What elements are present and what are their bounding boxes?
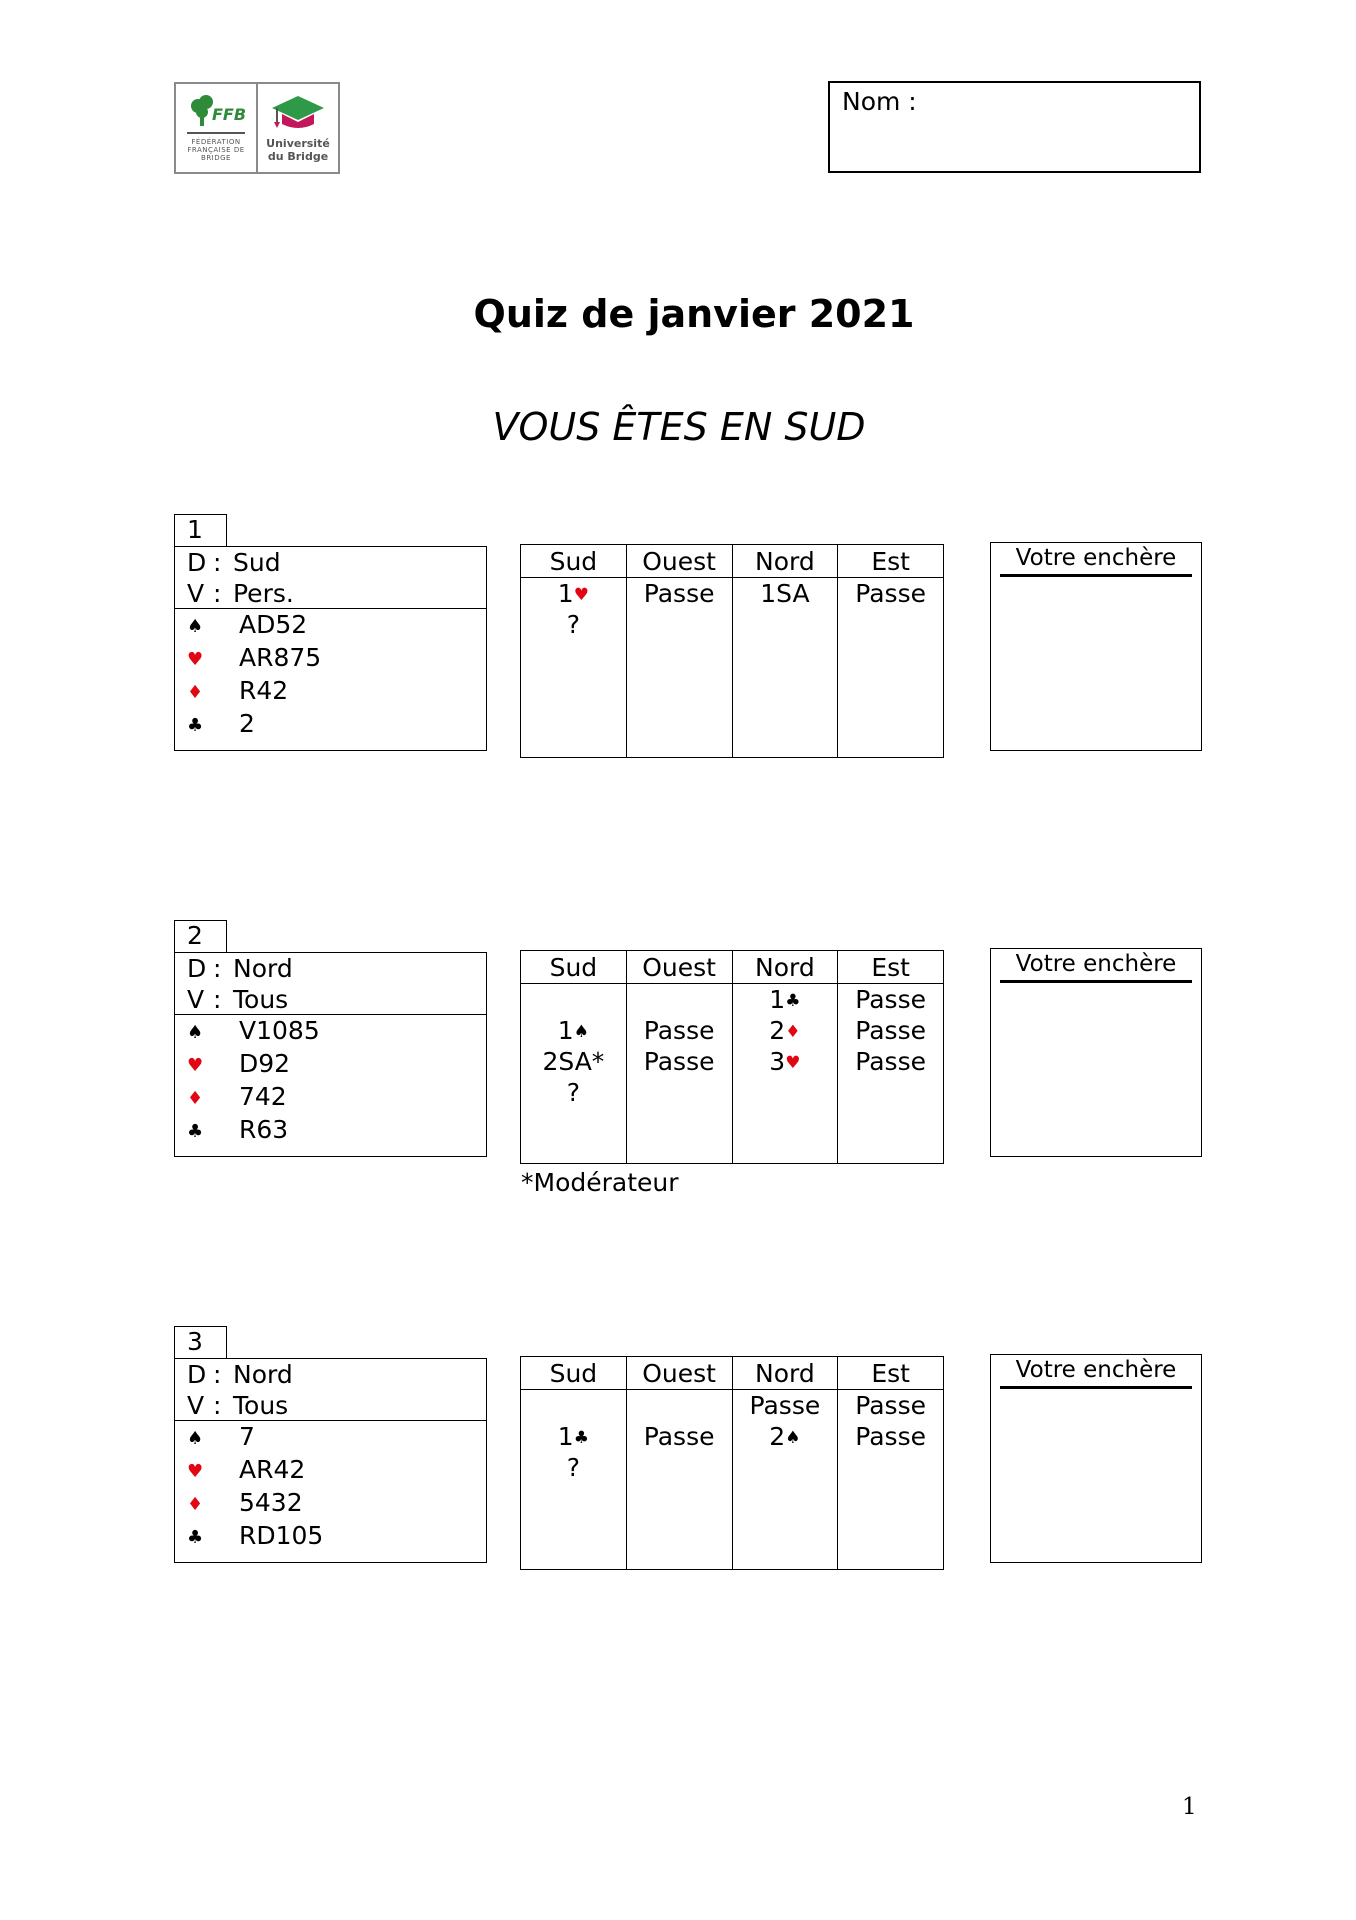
- vuln-value: Pers.: [233, 579, 294, 608]
- bid-cell: Passe: [855, 985, 926, 1014]
- bid-cell: [627, 984, 732, 1015]
- bid-cell: [521, 1015, 626, 1046]
- bid-column-nord: [732, 545, 838, 757]
- spade-icon: ♠: [187, 1428, 204, 1449]
- clover-tree-icon: [184, 94, 248, 130]
- bid-column-est: [837, 1357, 943, 1569]
- bid-level: 3: [769, 1047, 786, 1076]
- answer-box[interactable]: [990, 542, 1202, 751]
- answer-box[interactable]: [990, 948, 1202, 1157]
- dealer-value: Nord: [233, 1360, 293, 1389]
- bidding-table: [520, 1356, 944, 1570]
- spades-cards: V1085: [239, 1016, 320, 1045]
- vulnerability-line: [187, 1390, 486, 1421]
- bid-header-sud: Sud: [521, 545, 626, 578]
- separator: :: [213, 1360, 222, 1389]
- diamonds-cards: R42: [239, 676, 289, 705]
- bid-cell: Passe: [855, 579, 926, 608]
- vuln-value: Tous: [233, 985, 289, 1014]
- answer-label: Votre enchère: [1000, 949, 1192, 983]
- bid-cell: Passe: [855, 1422, 926, 1451]
- dealer-label: D: [187, 548, 207, 577]
- club-icon: ♣: [187, 1527, 204, 1548]
- bid-header-nord: Nord: [733, 951, 838, 984]
- problem-2: [0, 920, 1356, 1220]
- separator: :: [213, 985, 222, 1014]
- vuln-value: Tous: [233, 1391, 289, 1420]
- bid-cell: [521, 578, 626, 609]
- bid-header-nord: Nord: [733, 1357, 838, 1390]
- spade-icon: ♠: [187, 616, 204, 637]
- bid-level: 1: [557, 1016, 574, 1045]
- hearts-row: [187, 1454, 486, 1487]
- bid-cell: ?: [566, 610, 581, 639]
- answer-box[interactable]: [990, 1354, 1202, 1563]
- problem-number: 1: [174, 514, 227, 546]
- bid-cell: Passe: [643, 1047, 715, 1076]
- bid-column-est: [837, 951, 943, 1163]
- answer-label: Votre enchère: [1000, 543, 1192, 577]
- bid-level: 1: [557, 579, 574, 608]
- dealer-line: [187, 953, 486, 984]
- ffb-text: FFB: [212, 105, 247, 124]
- clubs-row: [187, 1520, 486, 1553]
- hearts-row: [187, 1048, 486, 1081]
- bid-cell: Passe: [643, 1016, 715, 1045]
- club-icon: ♣: [785, 991, 801, 1011]
- bid-cell: [733, 984, 838, 1015]
- bid-header-sud: Sud: [521, 951, 626, 984]
- footnote: *Modérateur: [521, 1168, 679, 1197]
- problem-number: 3: [174, 1326, 227, 1358]
- dealer-line: [187, 547, 486, 578]
- spades-row: [187, 609, 486, 642]
- spade-icon: ♠: [573, 1022, 589, 1042]
- bid-header-ouest: Ouest: [627, 1357, 732, 1390]
- separator: :: [213, 548, 222, 577]
- logo-divider: [187, 132, 245, 134]
- diamond-icon: ♦: [187, 682, 204, 703]
- ub-logo-right: [256, 84, 338, 172]
- problem-3: [0, 1326, 1356, 1626]
- bid-cell: 2SA*: [542, 1047, 605, 1076]
- bid-cell: 1SA: [760, 579, 810, 608]
- heart-icon: ♥: [187, 649, 204, 670]
- bid-header-est: Est: [838, 545, 943, 578]
- hand-body: [175, 609, 486, 741]
- dealer-value: Sud: [233, 548, 281, 577]
- hand-body: [175, 1421, 486, 1553]
- diamonds-row: [187, 675, 486, 708]
- heart-icon: ♥: [573, 585, 589, 605]
- diamond-icon: ♦: [785, 1022, 801, 1042]
- bid-cell: [521, 1421, 626, 1452]
- bid-column-sud: [521, 1357, 626, 1569]
- hearts-cards: AR875: [239, 643, 322, 672]
- bidding-table: [520, 544, 944, 758]
- bid-cell: Passe: [855, 1047, 926, 1076]
- club-icon: ♣: [573, 1428, 589, 1448]
- bid-cell: [733, 1421, 838, 1452]
- hand-header: [175, 1359, 486, 1421]
- name-label: Nom :: [842, 87, 917, 116]
- bidding-table: [520, 950, 944, 1164]
- bid-level: 2: [769, 1016, 786, 1045]
- spades-cards: 7: [239, 1422, 255, 1451]
- spades-row: [187, 1015, 486, 1048]
- bid-column-sud: [521, 951, 626, 1163]
- clubs-row: [187, 1114, 486, 1147]
- club-icon: ♣: [187, 1121, 204, 1142]
- spade-icon: ♠: [187, 1022, 204, 1043]
- hand-body: [175, 1015, 486, 1147]
- page-subtitle: VOUS ÊTES EN SUD: [492, 405, 866, 449]
- bid-cell: [733, 1046, 838, 1077]
- hand-header: [175, 953, 486, 1015]
- bid-header-est: Est: [838, 1357, 943, 1390]
- diamond-icon: ♦: [187, 1088, 204, 1109]
- heart-icon: ♥: [187, 1461, 204, 1482]
- name-field[interactable]: [828, 81, 1201, 173]
- bid-cell: Passe: [749, 1391, 821, 1420]
- ffb-logo-left: [176, 84, 256, 172]
- bid-column-nord: [732, 951, 838, 1163]
- vuln-label: V: [187, 985, 205, 1014]
- bid-level: 1: [769, 985, 786, 1014]
- heart-icon: ♥: [785, 1053, 801, 1073]
- bid-cell: ?: [566, 1078, 581, 1107]
- bid-cell: Passe: [855, 1391, 926, 1420]
- bid-cell: [521, 1390, 626, 1421]
- vulnerability-line: [187, 578, 486, 609]
- bid-header-nord: Nord: [733, 545, 838, 578]
- clubs-cards: R63: [239, 1115, 289, 1144]
- separator: :: [213, 579, 222, 608]
- bid-cell: Passe: [643, 1422, 715, 1451]
- clubs-cards: 2: [239, 709, 255, 738]
- bid-column-est: [837, 545, 943, 757]
- dealer-value: Nord: [233, 954, 293, 983]
- bid-column-ouest: [626, 545, 732, 757]
- hand-box: [174, 1358, 487, 1563]
- problem-1: [0, 514, 1356, 814]
- separator: :: [213, 954, 222, 983]
- vulnerability-line: [187, 984, 486, 1015]
- clubs-cards: RD105: [239, 1521, 324, 1550]
- diamonds-cards: 742: [239, 1082, 287, 1111]
- diamonds-row: [187, 1081, 486, 1114]
- page-number: 1: [1182, 1794, 1197, 1820]
- separator: :: [213, 1391, 222, 1420]
- bid-cell: Passe: [643, 579, 715, 608]
- bid-column-ouest: [626, 1357, 732, 1569]
- bid-cell: ?: [566, 1453, 581, 1482]
- bid-cell: [627, 1390, 732, 1421]
- bid-header-ouest: Ouest: [627, 951, 732, 984]
- clubs-row: [187, 708, 486, 741]
- dealer-label: D: [187, 954, 207, 983]
- vuln-label: V: [187, 1391, 205, 1420]
- problem-number: 2: [174, 920, 227, 952]
- club-icon: ♣: [187, 715, 204, 736]
- answer-label: Votre enchère: [1000, 1355, 1192, 1389]
- page-title: Quiz de janvier 2021: [473, 292, 915, 336]
- bid-level: 2: [769, 1422, 786, 1451]
- spade-icon: ♠: [785, 1428, 801, 1448]
- bid-header-ouest: Ouest: [627, 545, 732, 578]
- bid-column-nord: [732, 1357, 838, 1569]
- ffb-logo: [174, 82, 340, 174]
- bid-cell: [521, 984, 626, 1015]
- ub-line2: du Bridge: [267, 150, 329, 163]
- dealer-line: [187, 1359, 486, 1390]
- diamond-icon: ♦: [187, 1494, 204, 1515]
- dealer-label: D: [187, 1360, 207, 1389]
- bid-cell: [733, 1015, 838, 1046]
- ffb-subtitle: FÉDÉRATION FRANÇAISE DE BRIDGE: [187, 138, 245, 162]
- bid-header-sud: Sud: [521, 1357, 626, 1390]
- bid-header-est: Est: [838, 951, 943, 984]
- graduation-cap-icon: [268, 94, 328, 136]
- hand-box: [174, 952, 487, 1157]
- diamonds-cards: 5432: [239, 1488, 303, 1517]
- hearts-cards: AR42: [239, 1455, 306, 1484]
- hand-header: [175, 547, 486, 609]
- hearts-cards: D92: [239, 1049, 291, 1078]
- hand-box: [174, 546, 487, 751]
- hearts-row: [187, 642, 486, 675]
- ub-line1: Université: [266, 137, 330, 150]
- spades-row: [187, 1421, 486, 1454]
- bid-cell: Passe: [855, 1016, 926, 1045]
- diamonds-row: [187, 1487, 486, 1520]
- bid-column-sud: [521, 545, 626, 757]
- bid-column-ouest: [626, 951, 732, 1163]
- heart-icon: ♥: [187, 1055, 204, 1076]
- vuln-label: V: [187, 579, 205, 608]
- bid-level: 1: [557, 1422, 574, 1451]
- spades-cards: AD52: [239, 610, 308, 639]
